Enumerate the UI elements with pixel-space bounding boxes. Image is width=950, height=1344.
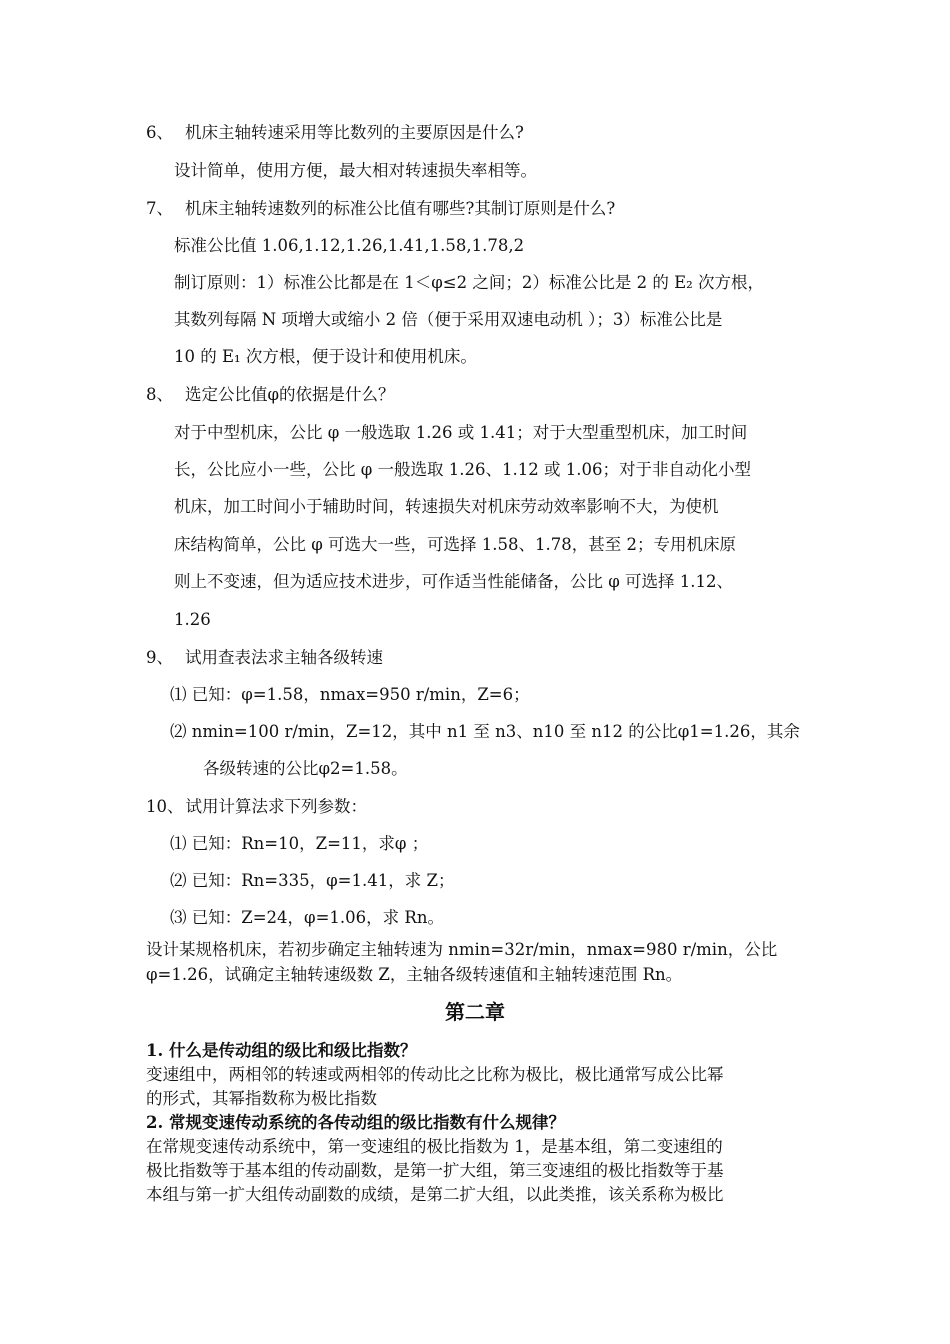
chapter2-answer-1-line: 的形式，其幂指数称为极比指数	[146, 1089, 377, 1108]
answer-6: 设计简单，使用方便，最大相对转速损失率相等。	[174, 161, 537, 180]
question-number: 9、	[146, 648, 173, 667]
chapter-title: 第二章	[445, 1000, 505, 1024]
answer-8-line: 1.26	[174, 610, 211, 629]
answer-8-line: 长，公比应小一些，公比 φ 一般选取 1.26、1.12 或 1.06；对于非自动化小型	[174, 460, 751, 479]
answer-7-line: 其数列每隔 N 项增大或缩小 2 倍（便于采用双速电动机 ）；3）标准公比是	[174, 310, 723, 329]
question-8	[146, 385, 395, 405]
answer-8-line: 机床，加工时间小于辅助时间，转速损失对机床劳动效率影响不大，为使机	[174, 497, 719, 516]
chapter2-answer-2-line: 在常规变速传动系统中，第一变速组的极比指数为 1，是基本组，第二变速组的	[146, 1137, 723, 1156]
design-problem-line: 设计某规格机床，若初步确定主轴转速为 nmin=32r/min，nmax=980 r/min，公比	[146, 940, 778, 959]
chapter2-question-1: 1. 什么是传动组的级比和级比指数？	[146, 1041, 417, 1060]
chapter2-answer-2-line: 本组与第一扩大组传动副数的成绩，是第二扩大组，以此类推，该关系称为极比	[146, 1185, 724, 1204]
answer-8-line: 对于中型机床，公比 φ 一般选取 1.26 或 1.41；对于大型重型机床，加工时间	[174, 423, 748, 442]
question-7	[146, 199, 615, 219]
design-problem-line: φ=1.26，试确定主轴转速级数 Z，主轴各级转速值和主轴转速范围 Rn。	[146, 965, 683, 984]
chapter2-answer-1-line: 变速组中，两相邻的转速或两相邻的传动比之比称为极比，极比通常写成公比幂	[146, 1065, 724, 1084]
question-10-item: ⑶ 已知：Z=24，φ=1.06，求 Rn。	[170, 908, 444, 927]
chapter2-question-2: 2. 常规变速传动系统的各传动组的级比指数有什么规律？	[146, 1113, 565, 1132]
question-number: 6、	[146, 123, 173, 142]
answer-7-values: 标准公比值 1.06,1.12,1.26,1.41,1.58,1.78,2	[174, 236, 525, 255]
question-text: 试用查表法求主轴各级转速	[185, 648, 383, 667]
answer-8-line: 则上不变速，但为适应技术进步，可作适当性能储备，公比 φ 可选择 1.12、	[174, 572, 734, 591]
question-10-item: ⑵ 已知：Rn=335，φ=1.41，求 Z；	[170, 871, 455, 890]
question-6	[146, 123, 524, 143]
question-10-item: ⑴ 已知：Rn=10，Z=11，求φ ；	[170, 834, 429, 853]
answer-8-line: 床结构简单，公比 φ 可选大一些，可选择 1.58、1.78，甚至 2；专用机床原	[174, 535, 737, 554]
question-9-item: ⑴ 已知：φ=1.58，nmax=950 r/min，Z=6；	[170, 685, 530, 704]
question-text: 机床主轴转速数列的标准公比值有哪些?其制订原则是什么?	[185, 199, 616, 218]
question-9	[146, 648, 383, 668]
question-9-item: ⑵ nmin=100 r/min，Z=12，其中 n1 至 n3、n10 至 n12 的公比φ1=1.26，其余	[170, 722, 800, 741]
answer-7-line: 10 的 E₁ 次方根，便于设计和使用机床。	[174, 347, 477, 366]
question-text: 机床主轴转速采用等比数列的主要原因是什么?	[185, 123, 524, 142]
question-9-item: 各级转速的公比φ2=1.58。	[203, 759, 408, 778]
question-number: 10、	[146, 797, 184, 816]
question-text: 选定公比值φ的依据是什么？	[185, 385, 395, 404]
question-number: 7、	[146, 199, 173, 218]
question-number: 8、	[146, 385, 173, 404]
question-10	[146, 797, 367, 817]
chapter2-answer-2-line: 极比指数等于基本组的传动副数，是第一扩大组，第三变速组的极比指数等于基	[146, 1161, 724, 1180]
answer-7-line: 制订原则：1）标准公比都是在 1＜φ≤2 之间；2）标准公比是 2 的 E₂ 次方根，	[174, 273, 764, 292]
question-text: 试用计算法求下列参数：	[185, 797, 367, 816]
